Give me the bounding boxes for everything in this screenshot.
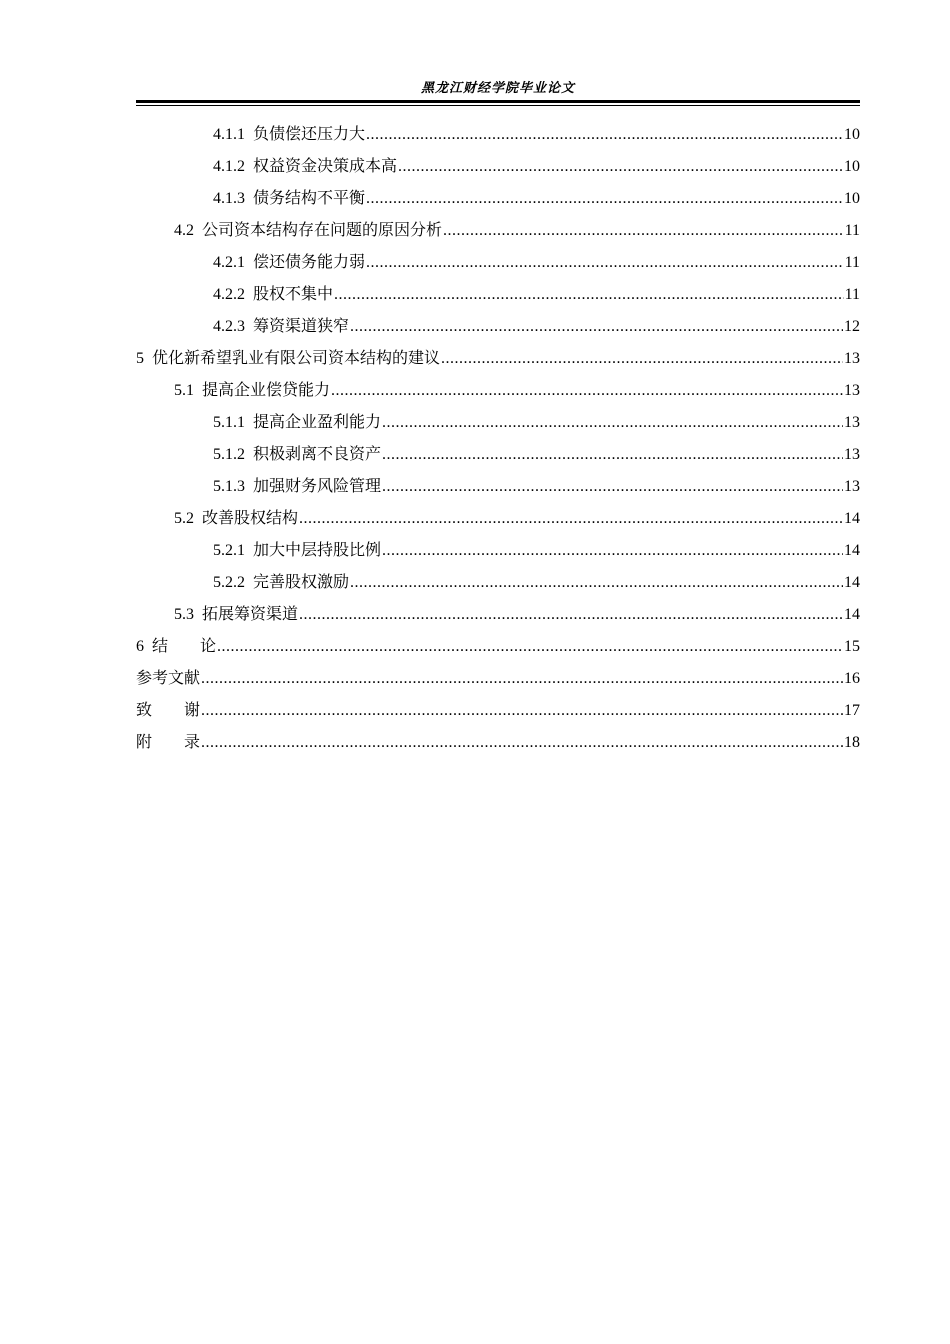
page-header-title: 黑龙江财经学院毕业论文	[420, 81, 575, 96]
toc-entry-page: 11	[844, 222, 860, 239]
toc-entry-number: 5.1.1	[213, 414, 245, 431]
toc-entry-title: 权益资金决策成本高	[253, 156, 398, 175]
toc-entry-title: 负债偿还压力大	[253, 124, 366, 143]
toc-leader-dots	[201, 695, 843, 727]
toc-entry-page: 17	[844, 702, 860, 719]
toc-leader-dots	[350, 567, 843, 599]
toc-entry-title: 偿还债务能力弱	[253, 252, 366, 271]
toc-entry[interactable]	[136, 118, 860, 150]
toc-entry-page: 12	[844, 318, 860, 335]
toc-entry-number: 4.1.3	[213, 190, 245, 207]
toc-entry-page: 10	[844, 158, 860, 175]
toc-entry-page: 18	[844, 734, 860, 751]
toc-entry-number: 5.2	[174, 510, 194, 527]
toc-leader-dots	[443, 215, 844, 247]
toc-leader-dots	[382, 407, 843, 439]
toc-entry-title: 提高企业偿贷能力	[202, 380, 331, 399]
toc-entry-title: 公司资本结构存在问题的原因分析	[202, 220, 443, 239]
toc-entry-page: 16	[844, 670, 860, 687]
toc-entry-number: 4.1.1	[213, 126, 245, 143]
toc-entry[interactable]	[136, 662, 860, 694]
toc-entry-title: 优化新希望乳业有限公司资本结构的建议	[152, 348, 441, 367]
toc-leader-dots	[331, 375, 843, 407]
toc-entry-page: 14	[844, 574, 860, 591]
toc-entry-page: 15	[844, 638, 860, 655]
toc-leader-dots	[382, 471, 843, 503]
toc-entry-page: 11	[844, 254, 860, 271]
toc-entry-number: 4.2	[174, 222, 194, 239]
toc-entry-number: 4.2.2	[213, 286, 245, 303]
toc-entry-number: 5.2.1	[213, 542, 245, 559]
toc-leader-dots	[382, 439, 843, 471]
toc-entry[interactable]	[136, 694, 860, 726]
toc-entry-page: 13	[844, 414, 860, 431]
toc-entry-page: 10	[844, 190, 860, 207]
toc-entry-page: 14	[844, 606, 860, 623]
toc-entry[interactable]	[136, 566, 860, 598]
toc-entry-number: 4.1.2	[213, 158, 245, 175]
toc-entry-page: 14	[844, 542, 860, 559]
toc-entry-page: 13	[844, 446, 860, 463]
toc-entry-page: 13	[844, 478, 860, 495]
toc-entry-title: 股权不集中	[253, 284, 334, 303]
toc-entry[interactable]	[136, 470, 860, 502]
toc-entry-title: 加大中层持股比例	[253, 540, 382, 559]
toc-entry[interactable]	[136, 502, 860, 534]
toc-leader-dots	[217, 631, 843, 663]
toc-entry[interactable]	[136, 150, 860, 182]
toc-entry-page: 14	[844, 510, 860, 527]
toc-leader-dots	[382, 535, 843, 567]
toc-leader-dots	[334, 279, 844, 311]
toc-leader-dots	[299, 503, 843, 535]
toc-entry[interactable]	[136, 534, 860, 566]
toc-entry-title: 结 论	[152, 636, 217, 655]
toc-entry-number: 5.1.2	[213, 446, 245, 463]
toc-entry-number: 6	[136, 638, 144, 655]
toc-entry-number: 5	[136, 350, 144, 367]
toc-entry[interactable]	[136, 598, 860, 630]
toc-entry-page: 13	[844, 382, 860, 399]
toc-entry-title: 改善股权结构	[202, 508, 299, 527]
toc-entry[interactable]	[136, 310, 860, 342]
toc-entry[interactable]	[136, 342, 860, 374]
toc-entry[interactable]	[136, 406, 860, 438]
toc-leader-dots	[366, 183, 843, 215]
toc-entry-title: 提高企业盈利能力	[253, 412, 382, 431]
toc-entry-title: 完善股权激励	[253, 572, 350, 591]
toc-entry-title: 附 录	[136, 732, 201, 751]
toc-entry[interactable]	[136, 214, 860, 246]
toc-entry[interactable]	[136, 374, 860, 406]
toc-entry-title: 参考文献	[136, 668, 201, 687]
toc-entry-number: 4.2.3	[213, 318, 245, 335]
toc-entry-number: 5.2.2	[213, 574, 245, 591]
toc-leader-dots	[398, 151, 843, 183]
toc-leader-dots	[201, 663, 843, 695]
toc-entry[interactable]	[136, 182, 860, 214]
toc-leader-dots	[366, 119, 843, 151]
toc-entry-page: 11	[844, 286, 860, 303]
toc-entry[interactable]	[136, 438, 860, 470]
toc-entry-page: 10	[844, 126, 860, 143]
toc-entry-title: 致 谢	[136, 700, 201, 719]
toc-entry-number: 4.2.1	[213, 254, 245, 271]
toc-entry[interactable]	[136, 278, 860, 310]
header-rule-thick	[136, 100, 860, 103]
toc-entry-number: 5.3	[174, 606, 194, 623]
toc-entry-title: 积极剥离不良资产	[253, 444, 382, 463]
header-rule-thin	[136, 105, 860, 106]
toc-entry-title: 债务结构不平衡	[253, 188, 366, 207]
toc-entry[interactable]	[136, 246, 860, 278]
toc-leader-dots	[441, 343, 843, 375]
toc-entry-page: 13	[844, 350, 860, 367]
toc-entry-title: 加强财务风险管理	[253, 476, 382, 495]
toc-entry[interactable]	[136, 726, 860, 758]
toc-leader-dots	[350, 311, 843, 343]
toc-leader-dots	[366, 247, 844, 279]
toc-entry[interactable]	[136, 630, 860, 662]
toc-leader-dots	[201, 727, 843, 759]
toc-entry-title: 拓展筹资渠道	[202, 604, 299, 623]
table-of-contents	[136, 118, 860, 758]
toc-leader-dots	[299, 599, 843, 631]
toc-entry-title: 筹资渠道狭窄	[253, 316, 350, 335]
toc-entry-number: 5.1.3	[213, 478, 245, 495]
toc-entry-number: 5.1	[174, 382, 194, 399]
